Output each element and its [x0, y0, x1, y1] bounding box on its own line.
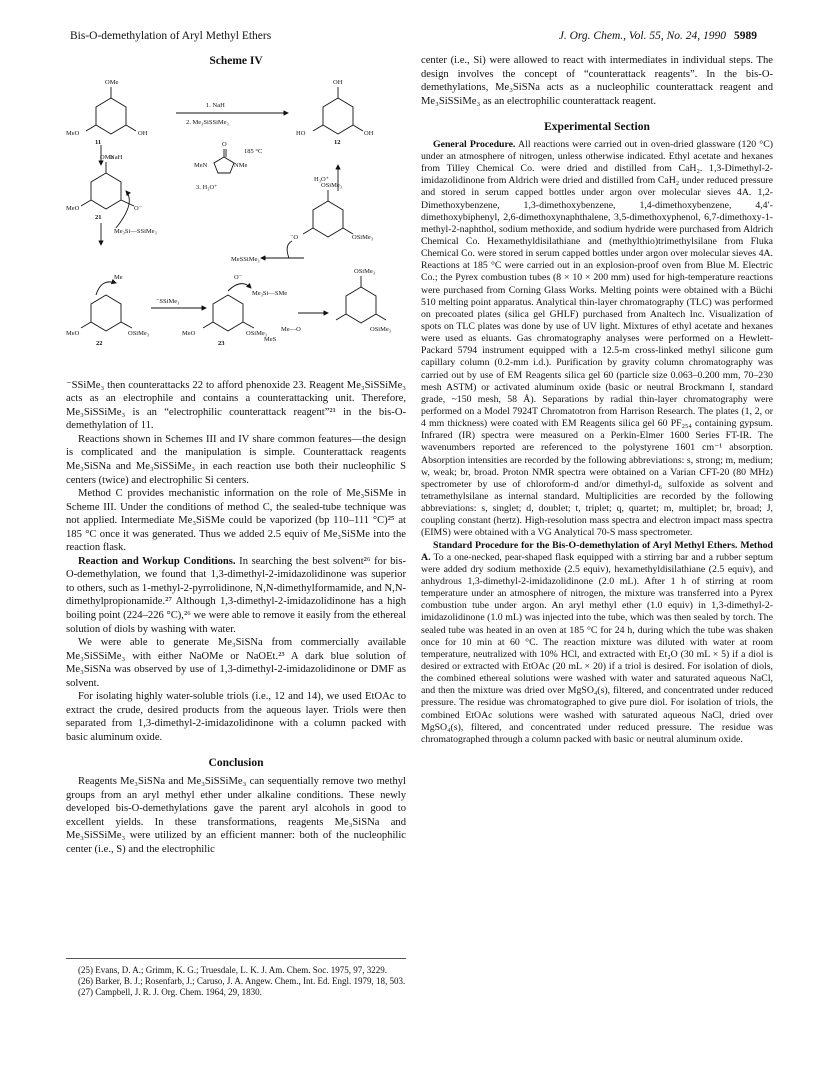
imidazolidinone-ring — [214, 157, 234, 173]
conclusion-paragraph: Reagents Me₃SiSNa and Me₃SiSSiMe₃ can sequentially remove two methyl groups from an aryl methyl ether under alkaline conditions. These newly developed bis-O-demethylations gave the parent aryl alcohols in good to excellent yields. In these transformations, reagents Me₃SiSNa and Me₃SiSSiMe₃ were utilized by an efficient manner: both of the nucleophilic center (i.e., S) and the electrophilic — [66, 776, 406, 855]
reaction-conditions-heading: Reaction and Workup Conditions. — [78, 555, 236, 567]
left-paragraph-5: We were able to generate Me₃SiSNa from commercially available Me₃SiSSiMe₃ with either NaOMe or NaOEt.²³ A dark blue solution of Me₃SiSNa was observed by use of 1,3-dimethyl-2-imidazolidinone or DMF as solvent. — [66, 637, 406, 689]
left-paragraph-1: ⁻SSiMe₃ then counterattacks 22 to afford phenoxide 23. Reagent Me₃SiSSiMe₃ acts as an electrophile and contains a counterattacking unit. Therefore, Me₃SiSSiMe₃ is an “electrophilic counterattack reagent”²¹ in the bis-O-demethylation of 11. — [66, 379, 406, 432]
journal-citation — [559, 30, 757, 42]
ring-21 — [91, 173, 121, 209]
experimental-heading: Experimental Section — [544, 121, 650, 134]
standard-procedure-heading: Standard Procedure for the Bis-O-demethylation of Aryl Methyl Ethers. Method A. — [421, 539, 773, 563]
label-o-minus-r: ⁻O — [290, 233, 299, 241]
label-nah: NaH — [110, 153, 123, 161]
label-osime3-r2: OSiMe₃ — [352, 233, 374, 241]
label-oh-top: OH — [333, 78, 343, 86]
label-osime3-22: OSiMe₃ — [128, 329, 150, 337]
right-column — [421, 54, 773, 746]
scheme-title: Scheme IV — [209, 55, 263, 67]
general-procedure-heading: General Procedure. — [433, 138, 516, 150]
label-osime3-r: OSiMe₃ — [321, 181, 343, 189]
label-h3o: H₃O⁺ — [314, 175, 330, 183]
conclusion-heading: Conclusion — [208, 757, 264, 770]
footnotes — [66, 958, 406, 998]
left-column — [66, 54, 406, 856]
general-procedure-paragraph — [421, 139, 773, 540]
page-header — [70, 30, 757, 48]
label-step1: 1. NaH — [206, 101, 225, 109]
page-number: 5989 — [734, 30, 757, 42]
compound-23: 23 — [218, 339, 225, 347]
compound-21: 21 — [95, 213, 102, 221]
right-paragraph-1: center (i.e., Si) were allowed to react with intermediates in individual steps. The design involves the concept of “counterattack reagents”. In the bis-O-demethylations, Me₃SiSNa acts as a nucleophilic counterattack reagent and Me₃SiSSiMe₃ as an electrophilic counterattack reagent. — [421, 55, 773, 107]
label-ssime3: ⁻SSiMe₃ — [156, 297, 180, 305]
label-me-o: Me—O — [281, 325, 301, 333]
label-carbonyl-o: O — [222, 140, 227, 148]
left-paragraph-2: Reactions shown in Schemes III and IV share common features—the design is complicated and the manipulation is simple. Counterattack reagents Me₃SiSNa and Me₃SiSSiMe₃ in each reaction use both their nucleophilic S centers (twice) and electrophilic Si centers. — [66, 433, 406, 486]
label-temp: 185 °C — [244, 147, 263, 155]
footnote-25: (25) Evans, D. A.; Grimm, K. G.; Truesdale, L. K. J. Am. Chem. Soc. 1975, 97, 3229. — [78, 965, 387, 975]
label-ome-top: OMe — [105, 78, 119, 86]
standard-procedure-text: To a one-necked, pear-shaped flask equipped with a stirring bar and a rubber septum were added dry sodium methoxide (2.5 equiv), hexamethyldisilathiane (2.5 equiv), and anhydrous 1,3-dimethyl-2-imidazolidinone (2.0 mL). After 1 h of stirring at room temperature under an atmosphere of nitrogen, the mixture was transferred into a Pyrex combustion tube under argon. An aryl methyl ether (1.0 equiv) in 1,3-dimethyl-2-imidazolidinone (1.0 mL) was injected into the tube, which was then sealed by torch. The sealed tube was heated in an oven at 185 °C for 24 h, during which the tube was shaken once for 10 min at 60 °C. The reaction mixture was diluted with water at room temperature, neutralized with 10% HCl, and extracted with Et₂O (30 mL × 5) if a diol is desired or extracted with EtOAc (20 mL × 20) if a triol is desired. For isolation of diols, the combined ethereal solutions were washed with water and saturated aqueous NaCl, and then the mixture was dried over MgSO₄(s), filtered, and concentrated under reduced pressure. The residue was chromatographed to give pure diol. For isolation of triols, the combined EtOAc solutions were washed with saturated aqueous NaCl, dried over MgSO₄(s), filtered, and concentrated under reduced pressure. The residue was chromatographed through a column packed with basic or neutral aluminum oxide. — [421, 551, 773, 745]
left-paragraph-4 — [66, 555, 406, 636]
label-step3: 3. H₃O⁺ — [196, 183, 218, 191]
label-me3si-ssime3: Me₃Si—SSiMe₃ — [114, 227, 157, 235]
ring-11 — [96, 98, 126, 134]
label-nme: NMe — [234, 161, 248, 169]
footnote-27: (27) Campbell, J. R. J. Org. Chem. 1964, 29, 1830. — [78, 986, 262, 997]
label-o-minus-23: O⁻ — [234, 273, 243, 281]
label-messime3: MeSSiMe₃ — [231, 255, 260, 263]
compound-22: 22 — [96, 339, 103, 347]
compound-11: 11 — [95, 138, 102, 146]
label-step2: 2. Me₃SiSSiMe₃ — [186, 118, 229, 126]
ring-22 — [91, 295, 121, 331]
left-paragraph-3: Method C provides mechanistic information on the role of Me₃SiSMe in Scheme III. Under the conditions of method C, the sealed-tube technique was not applied. Intermediate Me₃SiSMe could be vaporized (bp 110–111 °C)²⁵ at 185 °C once it was generated. Thus we added 2.5 equiv of Me₃SiSMe into the reaction flask. — [66, 488, 406, 554]
label-meo-11: MeO — [66, 129, 80, 137]
left-paragraph-6: For isolating highly water-soluble triols (i.e., 12 and 14), we used EtOAc to extract the crude, desired products from the aqueous layer. Triols were then separated from 1,3-dimethyl-2-imidazolidinone with a column packed with basic aluminum oxide. — [66, 691, 406, 743]
label-osime3-23: OSiMe₃ — [246, 329, 268, 337]
label-meo-23: MeO — [182, 329, 196, 337]
label-ome-21: OMe — [100, 153, 114, 161]
journal-name: J. Org. Chem., Vol. 55, No. 24, 1990 — [558, 30, 726, 42]
ring-23 — [213, 295, 243, 331]
compound-12: 12 — [334, 138, 341, 146]
label-me-22: Me — [114, 273, 123, 281]
label-me3si-sme: Me₃Si—SMe — [252, 289, 288, 297]
ring-12 — [323, 98, 353, 134]
label-oh-11: OH — [138, 129, 148, 137]
label-osime3-far: OSiMe₃ — [354, 267, 376, 275]
label-oh-12: OH — [364, 129, 374, 137]
label-mes: MeS — [264, 335, 277, 343]
label-meo-22: MeO — [66, 329, 80, 337]
label-o-minus-21: O⁻ — [134, 204, 143, 212]
label-men: MeN — [194, 161, 208, 169]
ring-silyl-phenoxide — [313, 201, 343, 237]
general-procedure-text: All reactions were carried out in oven-dried glassware (120 °C) under an atmosphere of nitrogen, unless otherwise indicated. Ethyl acetate and hexanes from Tilley Chemical Co. were dried and distilled from CaH₂. 1,3-Dimethyl-2-imidazolidinone from Aldrich were dried and distilled from CaH₂ under reduced pressure and stored in serum capped bottles under argon over molecular sieves 4A. 1,2-Dimethoxybenzene, 1,3-dimethoxybenzene, 1,4-dimethoxybenzene, 4,4′-dimethoxybiphenyl, 2,6-dimethoxynaphthalene, 3,5-dimethoxyphenol, 6,7-dimethoxy-1-methyl-2-naphthol, sodium methoxide, and sodium hydride were purchased from Aldrich Chemical Co. Hexamethyldisilathiane and (methylthio)trimethylsilane from Fluka Chemical Co. were stored in serum capped bottles under argon over molecular sieves 4A. Reactions at 185 °C were carried out in an explosion-proof oven from Blue M. Electric Co.; the Pyrex combustion tubes (8 × 10 × 200 mm) used for high-temperature reactions were purchased from Corning Glass Works. Melting points were obtained with a Büchi 510 melting point apparatus. Analytical thin-layer chromatography (TLC) was performed on precoated plates (silica gel GHLF) purchased from Analtech Inc. Visualization of spots on TLC plates was done by use of UV light. Mixtures of ethyl acetate and hexanes were used as eluants. Gas chromatography analyses were performed on a Hewlett-Packard 5794 instrument equipped with a 12.5-m cross-linked methyl silicone gum capillary column (0.2-mm i.d.). Purification by gravity column chromatography was carried out by use of EM Reagents silica gel 60 (particle size 0.063–0.200 mm, 70–230 mesh ASTM) or activated aluminum oxide (basic or neutral Brockmann I, standard grade, ~150 mesh, 58 Å). Separations by radial thin-layer chromatography were performed on a Model 7924T Chromatotron from Harrison Research. The plates (1, 2, or 4 mm thickness) were coated with EM Reagents silica gel 60 PF₂₅₄ containing gypsum. Infrared (IR) spectra were measured on a Perkin-Elmer 1600 Series FT-IR. The wavenumbers reported are referenced to the polystyrene 1601 cm⁻¹ absorption. Absorption intensities are recorded by the following abbreviations: s, strong; m, medium; w, weak; br, broad. Proton NMR spectra were obtained on a Varian CFT-20 (80 MHz) spectrometer by use of chloroform-d and/or dimethyl-d₆ sulfoxide as solvent and tetramethylsilane as internal standard. Multiplicities are recorded by the following abbreviations: s, singlet; d, doublet; t, triplet; q, quartet; m, multiplet; br, broad; J, coupling constant (hertz). High-resolution mass spectra and electron impact mass spectra (EIMS) were obtained with a VG Analytical 70-S mass spectrometer. — [421, 138, 773, 539]
running-title: Bis-O-demethylation of Aryl Methyl Ethers — [70, 30, 272, 42]
scheme-iv-diagram — [66, 73, 406, 373]
standard-procedure-paragraph — [421, 540, 773, 746]
label-osime3-far2: OSiMe₃ — [370, 325, 392, 333]
footnote-26: (26) Barker, B. J.; Rosenfarb, J.; Caruso, J. A. Angew. Chem., Int. Ed. Engl. 1979, 18, 503. — [78, 975, 406, 986]
label-ho-12: HO — [296, 129, 306, 137]
ring-final — [346, 287, 376, 323]
label-meo-21: MeO — [66, 204, 80, 212]
reaction-conditions-text: In searching the best solvent²⁶ for bis-O-demethylation, we found that 1,3-dimethyl-2-imidazolidinone was superior to others, such as 1-methyl-2-pyrrolidinone, N,N-dimethylformamide, and N,N-dimethylpropionamide.²⁷ Although 1,3-dimethyl-2-imidazolidinone has a high boiling point (224–226 °C),²⁶ we were able to remove it easily from the ethereal solution of diols by washing with water. — [66, 555, 406, 635]
